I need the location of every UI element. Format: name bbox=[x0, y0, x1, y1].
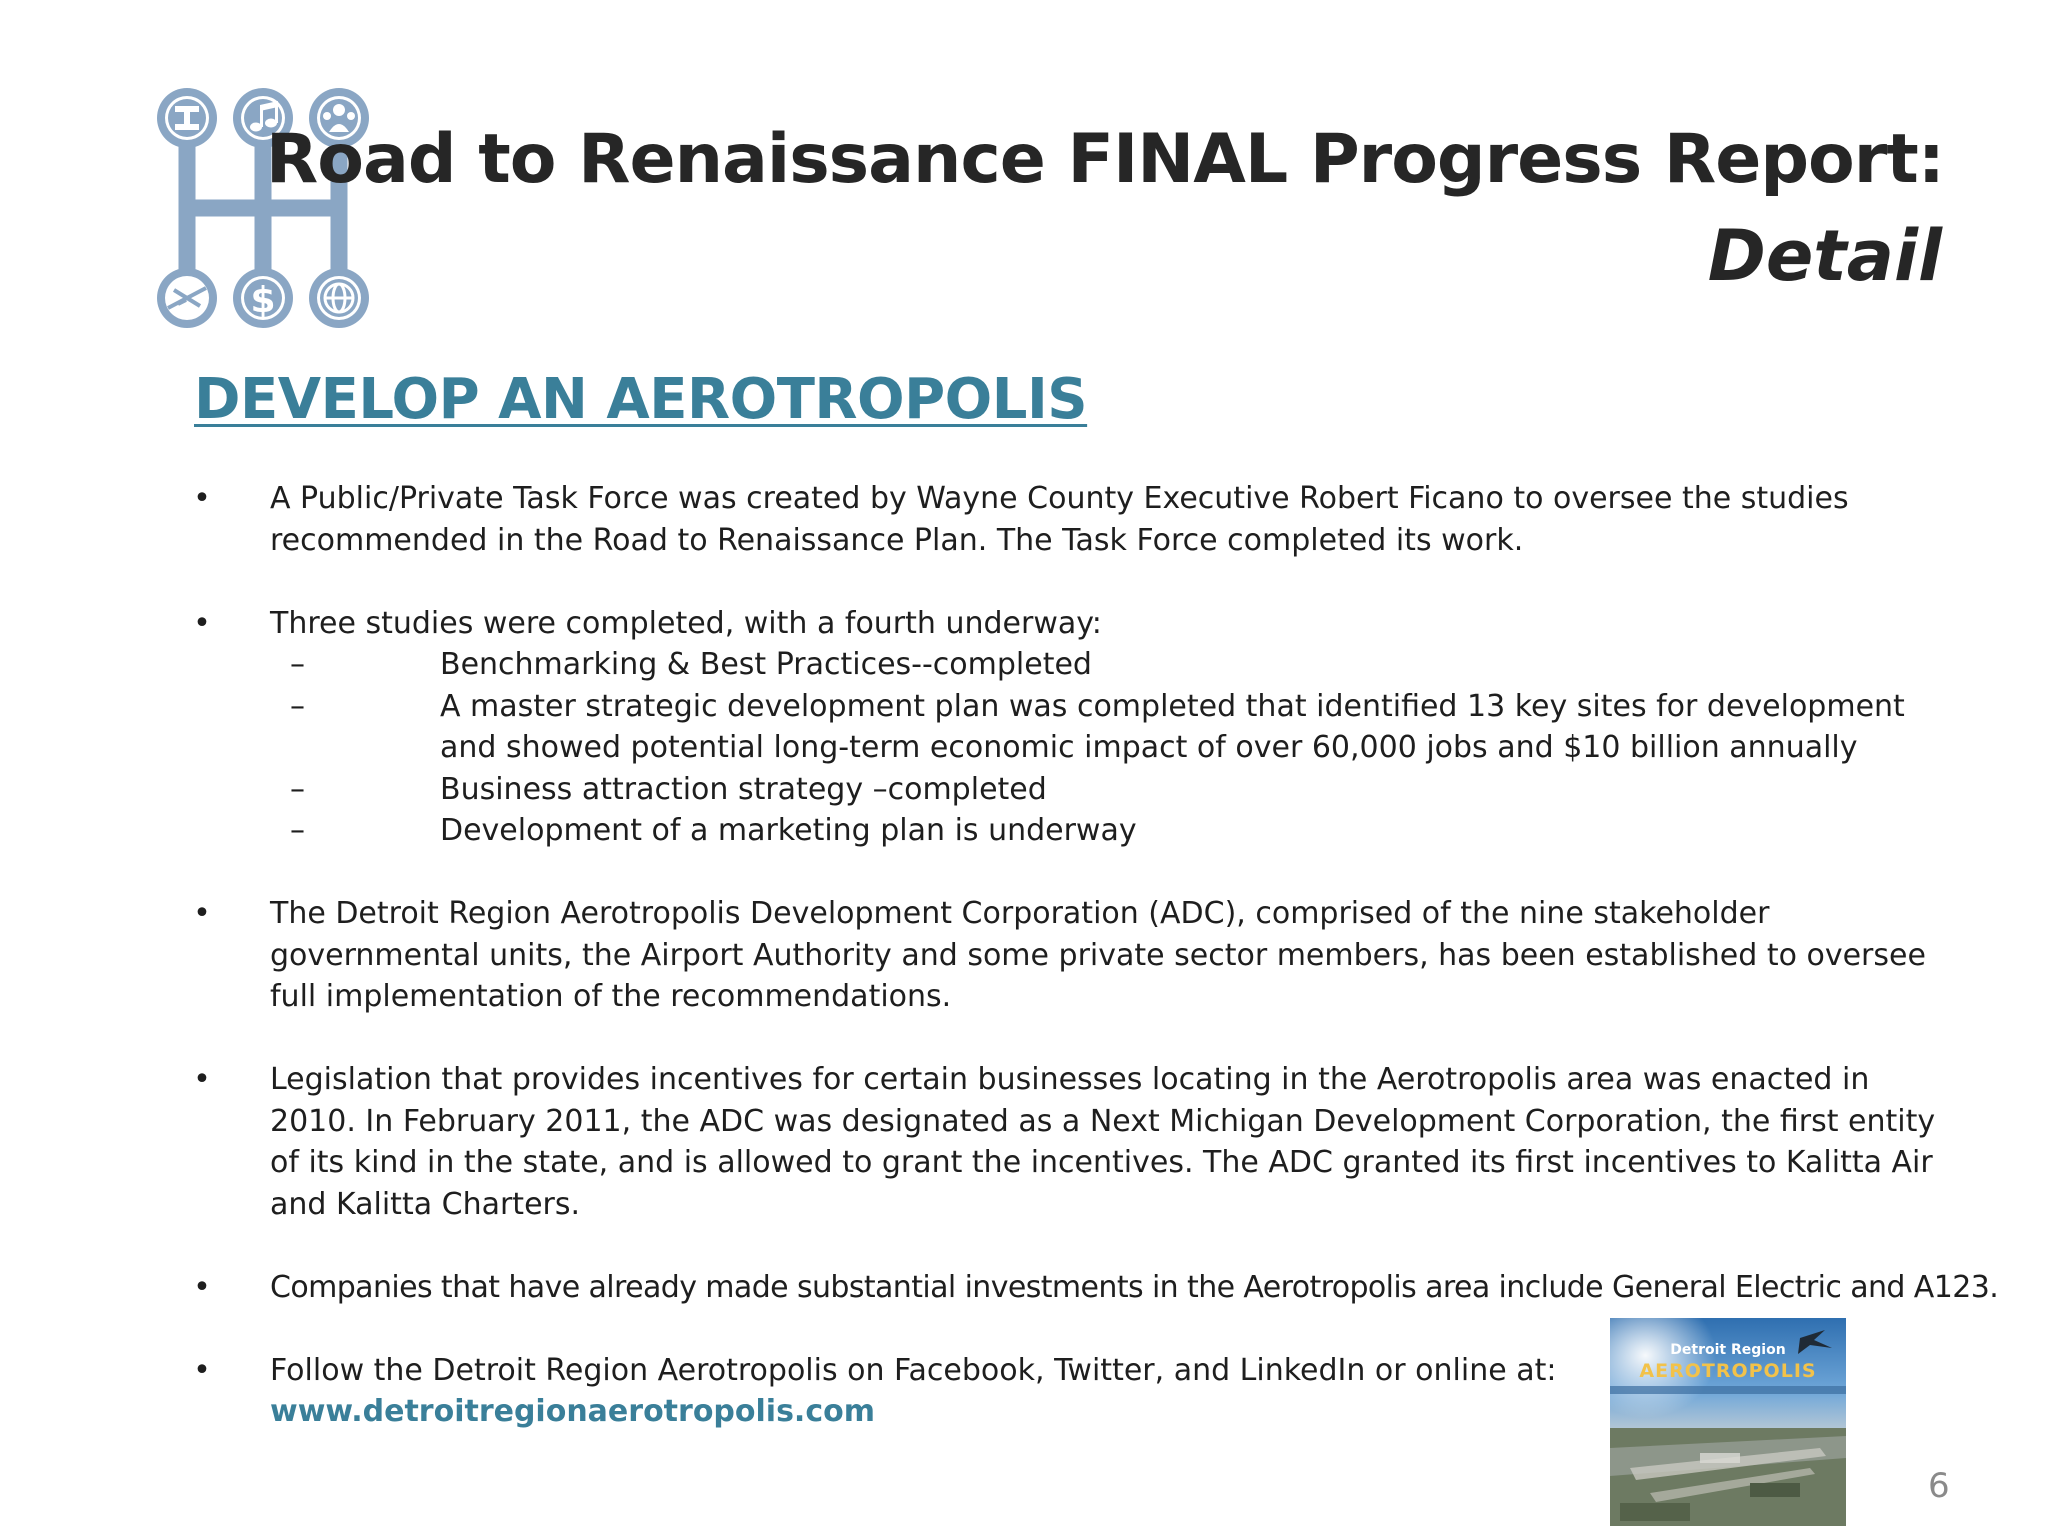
aerotropolis-photo bbox=[1610, 1318, 1846, 1526]
sub-item bbox=[190, 810, 1950, 852]
bullet-marker: • bbox=[193, 896, 211, 931]
airplane-icon bbox=[157, 268, 217, 328]
bullet-text: The Detroit Region Aerotropolis Development Corporation (ADC), comprised of the nine stakeholder governmental units, the Airport Authority and some private sector members, has been established to oversee full implementation of the recommendations. bbox=[270, 896, 1926, 1014]
bullet-marker: • bbox=[193, 1352, 211, 1388]
sub-item bbox=[190, 686, 1950, 769]
dash-marker: – bbox=[290, 647, 305, 682]
bullet-marker: • bbox=[193, 1062, 211, 1097]
bullet-item bbox=[190, 478, 1950, 561]
bullet-item bbox=[190, 1267, 1999, 1309]
bullet-text: A Public/Private Task Force was created by Wayne County Executive Robert Ficano to oversee the studies recommended in the Road to Renaissance Plan. The Task Force completed its work. bbox=[270, 481, 1849, 558]
bullet-text: Legislation that provides incentives for certain businesses locating in the Aerotropolis area was enacted in 2010. In February 2011, the ADC was designated as a Next Michigan Development Corporation, the first entity of its kind in the state, and is allowed to grant the incentives. The ADC granted its first incentives to Kalitta Air and Kalitta Charters. bbox=[270, 1062, 1936, 1222]
globe-icon bbox=[309, 268, 369, 328]
bullet-item bbox=[190, 603, 1950, 852]
bullet-text: Three studies were completed, with a fourth underway: bbox=[270, 605, 1102, 641]
dash-marker: – bbox=[290, 771, 305, 807]
dollar-icon bbox=[233, 268, 293, 328]
report-title: Road to Renaissance FINAL Progress Report: bbox=[265, 120, 1944, 199]
bullet-text: Follow the Detroit Region Aerotropolis on Facebook, Twitter, and LinkedIn or online at: bbox=[270, 1352, 1557, 1388]
sub-item-text: Business attraction strategy –completed bbox=[440, 771, 1047, 807]
photo-caption-line1: Detroit Region bbox=[1670, 1342, 1786, 1358]
bullet-item bbox=[190, 893, 1950, 1018]
bullet-item bbox=[190, 1059, 1950, 1225]
sub-item bbox=[190, 769, 1950, 811]
bullet-marker: • bbox=[193, 605, 211, 641]
website-link[interactable]: www.detroitregionaerotropolis.com bbox=[270, 1394, 875, 1429]
section-heading: DEVELOP AN AEROTROPOLIS bbox=[194, 367, 1088, 432]
bullet-marker: • bbox=[193, 1269, 211, 1305]
sub-item-text: A master strategic development plan was completed that identified 13 key sites for development and showed potential long-term economic impact of over 60,000 jobs and $10 billion annually bbox=[440, 688, 1905, 765]
sub-item-text: Benchmarking & Best Practices--completed bbox=[440, 647, 1092, 682]
sub-item bbox=[190, 644, 1950, 686]
report-subtitle: Detail bbox=[1707, 215, 1942, 297]
bullet-marker: • bbox=[193, 481, 211, 516]
dash-marker: – bbox=[290, 813, 305, 848]
photo-caption-line2: AEROTROPOLIS bbox=[1639, 1360, 1817, 1382]
dash-marker: – bbox=[290, 688, 305, 724]
steering-wheel-icon bbox=[157, 88, 217, 148]
bullet-text: Companies that have already made substantial investments in the Aerotropolis area include General Electric and A123. bbox=[270, 1269, 1999, 1305]
sub-item-text: Development of a marketing plan is underway bbox=[440, 813, 1137, 848]
page-number: 6 bbox=[1928, 1466, 1950, 1506]
svg-text:$: $ bbox=[250, 280, 276, 321]
